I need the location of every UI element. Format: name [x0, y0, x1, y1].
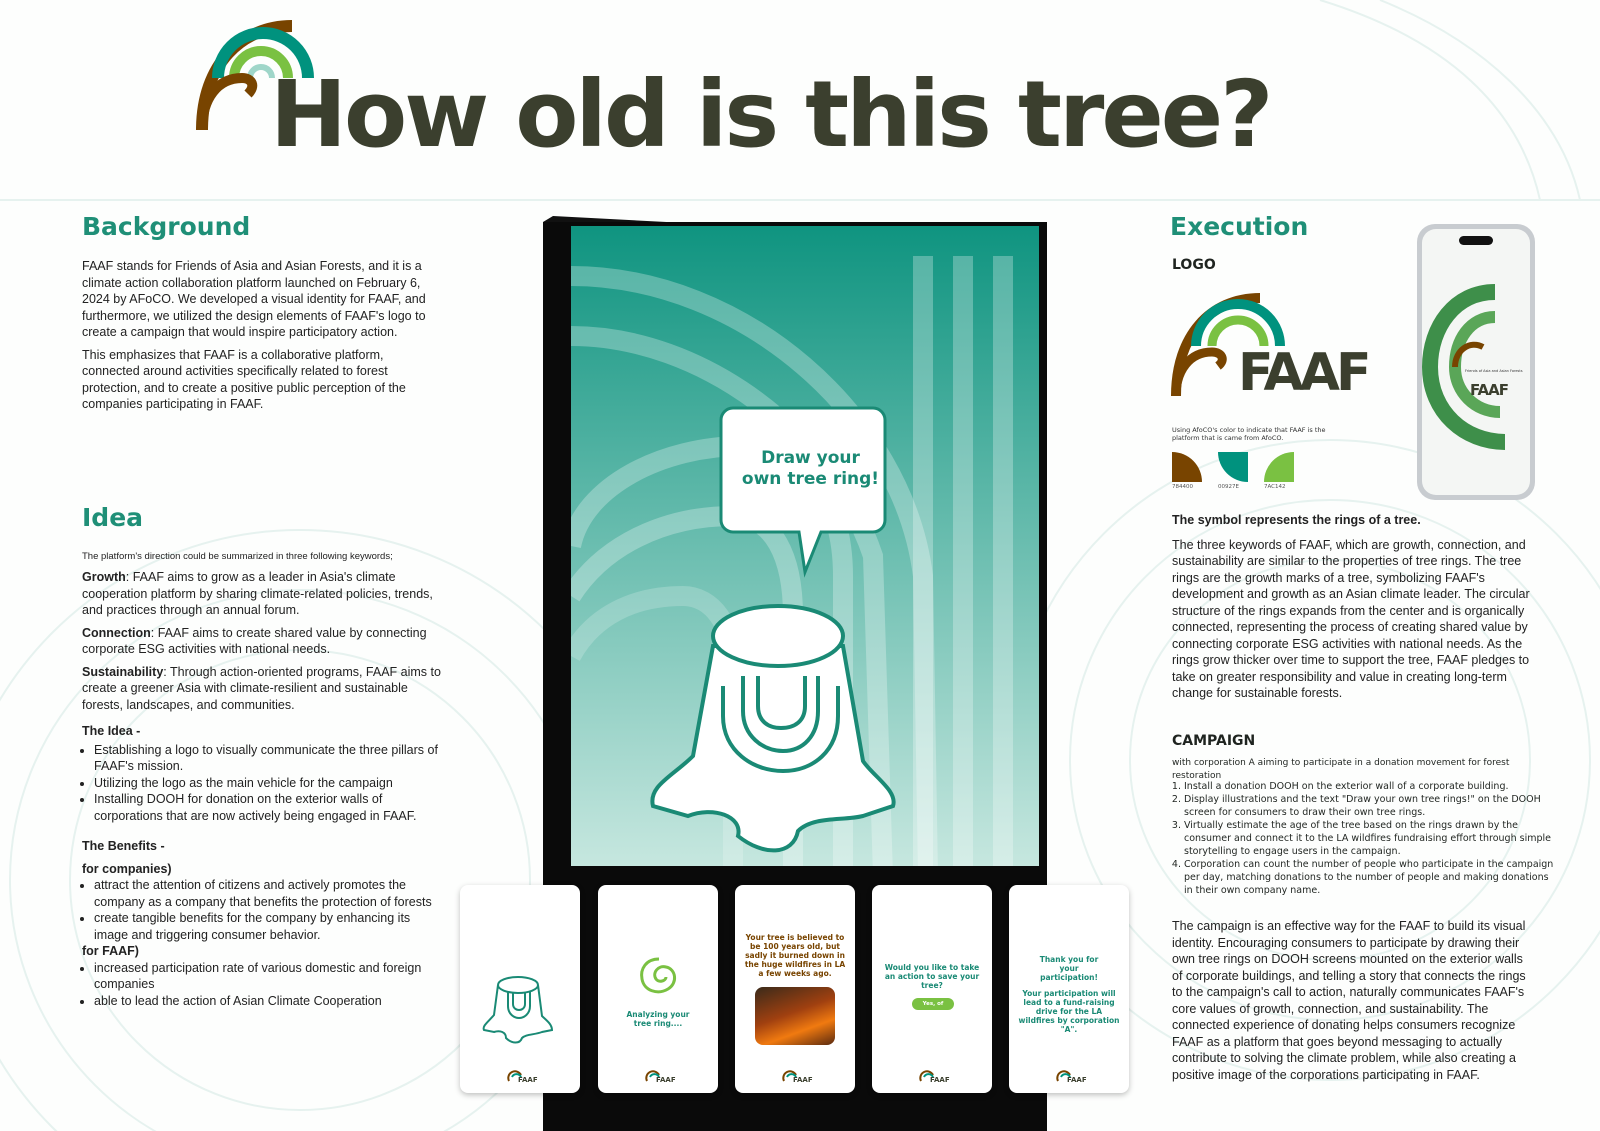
screen-tree-age-text: Your tree is believed to be 100 years old, but sadly it burned down in the huge wildfires in LA a few weeks ago. [744, 933, 846, 978]
idea-intro: The platform's direction could be summarized in three following keywords; [82, 551, 393, 562]
logo-label: LOGO [1172, 257, 1216, 273]
yes-of-course-button[interactable]: Yes, of course ! [912, 998, 954, 1010]
list-item: • Establishing a logo to visually communicate the three pillars of FAAF's mission. [94, 742, 447, 775]
symbol-heading: The symbol represents the rings of a tree. [1172, 513, 1421, 527]
faaf-mini-logo-icon [1055, 1069, 1087, 1084]
background-paragraph-2: This emphasizes that FAAF is a collaborative platform, connected around activities specifically related to forest protection, and to create a positive public perception of the companies participating in FAAF. [82, 347, 406, 411]
the-idea-heading: The Idea - [82, 724, 141, 738]
campaign-steps [1172, 780, 1554, 897]
list-item: • able to lead the action of Asian Climate Cooperation [94, 993, 447, 1010]
execution-heading: Execution [1170, 212, 1309, 241]
background-text [82, 258, 432, 419]
benefits-heading: The Benefits - [82, 839, 165, 853]
screen-analyzing-text: Analyzing your tree ring.... [626, 1010, 690, 1028]
list-item: • Installing DOOH for donation on the exterior walls of corporations that are now actively being engaged in FAAF. [94, 791, 447, 824]
svg-text:FAAF: FAAF [1067, 1076, 1087, 1084]
svg-text:FAAF: FAAF [930, 1076, 950, 1084]
drawn-ring-icon [636, 953, 682, 999]
swatch-green [1264, 452, 1294, 490]
sustainability-label: Sustainability [82, 664, 164, 679]
svg-text:FAAF: FAAF [793, 1076, 813, 1084]
list-item: • attract the attention of citizens and actively promotes the company as a company that benefits the protection of forests [94, 877, 447, 910]
the-idea-list [82, 742, 447, 825]
swatch-brown-label: 784400 [1172, 484, 1193, 490]
campaign-step: 4. Corporation can count the number of people who participate in the campaign per day, matching donations to the number of people and making donations in their own company name. [1184, 858, 1554, 897]
swatch-teal-chip [1218, 452, 1248, 482]
swatch-brown-chip [1172, 452, 1202, 482]
connection-paragraph [82, 625, 447, 658]
campaign-step: 2. Display illustrations and the text "Draw your own tree rings!" on the DOOH screen for consumers to draw their own tree rings. [1184, 793, 1554, 819]
faaf-mini-logo-icon [781, 1069, 813, 1084]
phone-tagline: Friends of Asia and Asian Forests [1465, 369, 1523, 373]
phone-mockup [1415, 222, 1537, 502]
background-paragraph-1: FAAF stands for Friends of Asia and Asian Forests, and it is a climate action collaboration platform launched on February 6, 2024 by AFoCO. We developed a visual identity for FAAF, and furthermore, we utilized the design elements of FAAF's logo to create a campaign that would inspire participatory action. [82, 259, 426, 339]
screen-fundraising-text: Your participation will lead to a fund-raising drive for the LA wildfires by corporation "A". [1018, 989, 1120, 1034]
faaf-logo [1170, 286, 1390, 406]
campaign-step: 3. Virtually estimate the age of the tree based on the rings drawn by the consumer and connect it to the LA wildfires fundraising effort through simple storytelling to engage users in the campaign. [1184, 819, 1554, 858]
screen-draw-ring [460, 885, 580, 1093]
symbol-section [1172, 512, 1532, 708]
growth-paragraph [82, 569, 447, 619]
connection-text: : FAAF aims to create shared value by connecting corporate ESG activities with national needs. [82, 625, 427, 656]
background-heading: Background [82, 212, 251, 241]
screen-action-text: Would you like to take an action to save your tree? [884, 963, 980, 990]
bubble-line-1: Draw your [761, 448, 860, 468]
faaf-mini-logo-icon [918, 1069, 950, 1084]
idea-text [82, 550, 447, 1009]
campaign-heading: CAMPAIGN [1172, 733, 1256, 749]
phone-wordmark: FAAF [1470, 381, 1508, 399]
wildfire-image [755, 987, 835, 1045]
idea-heading: Idea [82, 503, 144, 532]
symbol-text: The three keywords of FAAF, which are growth, connection, and sustainability are similar to the properties of tree rings. The tree rings are the growth marks of a tree, symbolizing FAAF's development and growth as an Asian climate leader. The circular structure of the rings expands from the center and is organically connected, representing the process of creating shared value by connecting corporate ESG activities with national needs. As the rings grow thicker over time to support the tree, FAAF pledges to take on greater responsibility and value in creating long-term change for sustainable forests. [1172, 537, 1530, 700]
swatch-green-chip [1264, 452, 1294, 482]
swatch-green-label: 7AC142 [1264, 484, 1286, 490]
speech-bubble-text [733, 448, 888, 490]
list-item: • increased participation rate of various domestic and foreign companies [94, 960, 447, 993]
faaf-mini-logo-icon [644, 1069, 676, 1084]
screen-thank-you-text: Thank you for your participation! [1039, 955, 1099, 982]
growth-text: : FAAF aims to grow as a leader in Asia's climate cooperation platform by sharing climate-related policies, trends, and practices through an annual forum. [82, 570, 433, 617]
campaign-step: 1. Install a donation DOOH on the exterior wall of a corporate building. [1184, 780, 1554, 793]
swatch-teal-label: 00927E [1218, 484, 1239, 490]
connection-label: Connection [82, 625, 151, 640]
color-note: Using AfoCO's color to indicate that FAAF is the platform that is came from AfoCO. [1172, 426, 1326, 442]
campaign-closing: The campaign is an effective way for the FAAF to build its visual identity. Encouraging consumers to participate by drawing their own tree rings on DOOH screens mounted on the exterior walls of corporate buildings, and telling a story that connects the rings to the campaign's call to action, naturally communicates FAAF's core values of growth, connection, and sustainability. The connected experience of donating helps consumers recognize FAAF as a platform that goes beyond messaging to actually contribute to solving the climate problem, while also creating a positive image of the corporations participating in FAAF. [1172, 919, 1526, 1082]
faaf-wordmark: FAAF [1238, 343, 1368, 403]
page-title: How old is this tree? [270, 61, 1271, 168]
sustainability-paragraph [82, 664, 447, 714]
companies-benefits-list [82, 877, 447, 943]
sustainability-text: : Through action-oriented programs, FAAF aims to create a greener Asia with climate-resilient and sustainable forests, landscapes, and communities. [82, 664, 441, 712]
for-faaf-label: for FAAF) [82, 944, 139, 958]
list-item: • Utilizing the logo as the main vehicle for the campaign [94, 775, 447, 792]
swatch-teal [1218, 452, 1248, 490]
tree-stump-icon [480, 970, 560, 1050]
growth-label: Growth [82, 570, 126, 584]
list-item: • create tangible benefits for the company by enhancing its image and triggering consumer behavior. [94, 910, 447, 943]
campaign-intro: with corporation A aiming to participate in a donation movement for forest restoration [1172, 758, 1510, 781]
screen-thank-you [1009, 885, 1129, 1093]
faaf-benefits-list [82, 960, 447, 1010]
bubble-line-2: own tree ring! [741, 469, 880, 489]
screen-tree-age [735, 885, 855, 1093]
faaf-mini-logo-icon [506, 1069, 538, 1084]
svg-text:FAAF: FAAF [656, 1076, 676, 1084]
screen-analyzing [598, 885, 718, 1093]
svg-text:FAAF: FAAF [518, 1076, 538, 1084]
for-companies-label: for companies) [82, 861, 172, 876]
swatch-brown [1172, 452, 1202, 490]
screen-action-prompt [872, 885, 992, 1093]
color-swatches [1172, 452, 1294, 490]
